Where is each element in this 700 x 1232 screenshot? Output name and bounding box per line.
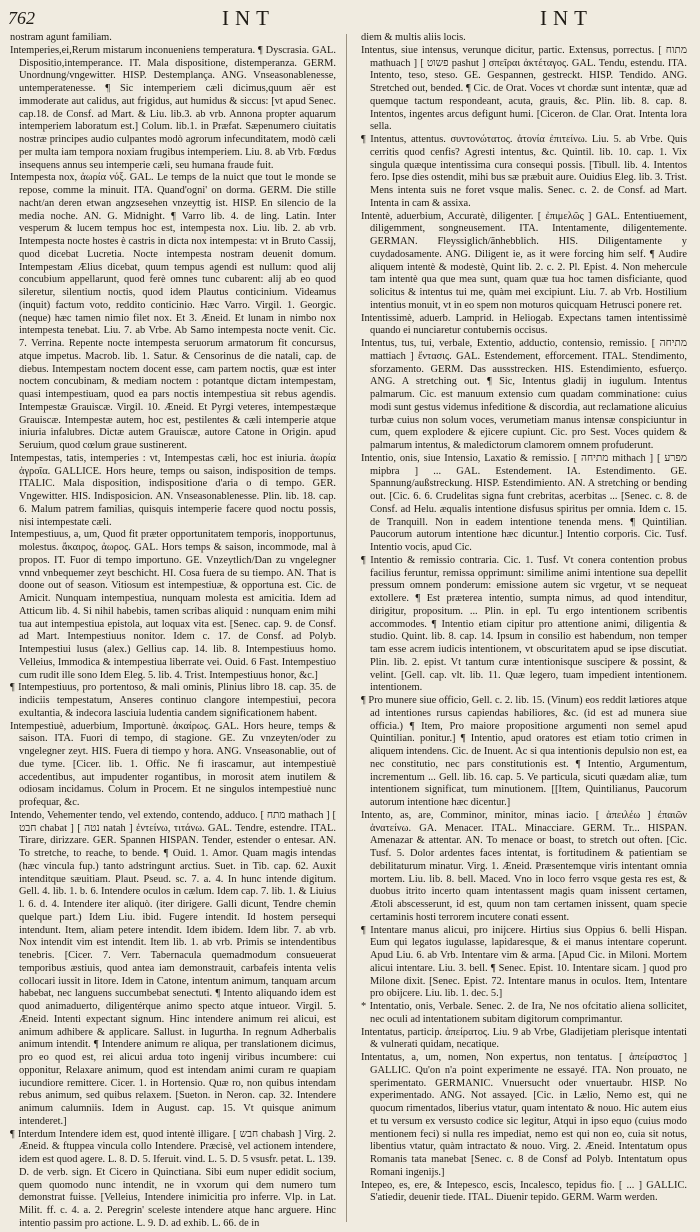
dictionary-entry: ¶ Intentus, attentus. συντονώτατος. ἀτονία ἐπιτείνω. Liu. 5. ab Vrbe. Quis cerritis quod cenfis? Agresti intentus, &c. Quintil. lib. 10. cap. 1. Vix singula quæque intentissima cura consequi possis. [Tibull. lib. 4. Intentos fero. Ipse dies ostendit, mihi bus sæ præbuit aure. Ouidius Eleg. lib. 3. Trist. Mens intenta suis ne foret vsque malis. Senec. c. 2. de Consf. ad Mart. Intenta in cam & assixa. (361, 134, 687, 209)
dictionary-entry: Intentissimè, aduerb. Lamprid. in Heliogab. Expectans tamen intentissimè quando ei nunciaretur contubernis occisus. (361, 312, 687, 337)
dictionary-entry: Intentatus, a, um, nomen, Non expertus, non tentatus. [ ἀπείραστος ] GALLIC. Qu'on n'a point experimente ne essayé. ITA. Non prouato, ne sperimentato. GERMANIC. Vnuersucht oder vnuertaubr. HISP. No experimentado. ANG. Not assayed. [Cic. in Lælio, Nemo est, qui ne quocum rimentados, liberius vtatur, quam intentato & nouo. Hic autem eius et tu versum ex versusto codice sic legitur, Atqui in ipso equo (cuius modo mentionem feci) si nulla res impediat, nemo est qui non eo, cuia sit notus, libentius vtatur, quàm intractato & nouo. Virg. 2. Æneid. Intentatum opus Romanis tata manebat [Senec. c. 8 de Consf ad Polyb. Intentatum opus Romani ingenijs.] (361, 1052, 687, 1178)
running-head-right: INT (540, 6, 593, 30)
dictionary-entry: ¶ Pro munere siue officio, Gell. c. 2. lib. 15. (Vinum) eos reddit lætiores atque ad intentiones rursus capiendas habiliores, &c. (id est ad munera siue officia.) ¶ Item, Pro maiore propositione argumenti non semel apud Quintilian. ponitur.] ¶ Intentio, apud oratores est etiam totio crimen in aliquem intendens. Cic. de Inuent. Ac si qua intentionis depulsio non est, ea nec constitutio, nec pars constitutionis est. ¶ Intentio, Argumentum, incrementum ... Gell. lib. 16. cap. 5. Ve particula, sicuti quædam aliæ, tum intentionem significat, tum minutionem. [[Item, Quintilianus, Paucorum autorum intentione hæc dicentur.] (361, 695, 687, 808)
dictionary-entry: Intento, as, are, Comminor, minitor, minas iacio. [ ἀπειλέω ] ἐπαιῶν ἀνατείνω. GA. Menacer. ITAL. Minacciare. GERM. Tr... HISPAN. Amenazar & attentar. AN. To menace or boast, to stretch out often. [Cic. Tusf. 5. Dolor ardentes faces intentat, is fortitudinem & patientiam se debilitaturum minatur. Virg. 1. Æneid. Præsentemque viris intentant omnia mortem. Liu. lib. 8. bell. Maced. Vno in loco ferro vsque gesta res est, & duobus itrito incerto quam intentassent magis quam inissent certamen, Ætoli abscesserunt, id est, quum non tam certamen inissent, quam specie certaminis hosti terrorem incutere conati essent. (361, 809, 687, 923)
left-column (10, 32, 336, 1229)
page-header (0, 6, 700, 32)
running-head-left: INT (222, 6, 275, 30)
right-column (361, 32, 687, 1222)
dictionary-entry: Intepeo, es, ere, & Intepesco, escis, Incalesco, tepidus fio. [ ... ] GALLIC. S'atiedir, deuenir tiede. ITAL. Diuenir tepido. GERM. Warm werden. (361, 1179, 687, 1204)
column-divider (346, 34, 347, 1222)
dictionary-entry: Intemperies,ei,Rerum mistarum inconueniens temperatura. ¶ Dyscrasia. GAL. Dispositio,intemperance. IT. Mala dispositione, distemperanza. GERM. Unordnung/vngewitter. HISP. Destemplança. ANG. Vnseasonablenesse, untemperatenesse. ¶ Sic intemperiem cæli dicimus,quum aër est immoderate aut calidus, aut frigidus, aut humidus & siccus: [vt apud Senec. cap.18. de Consf. ad Mart. & Liu. lib.3. ab vrb. Annona propter aquarum intemperiem laboratum est.] Colum. lib.1. in Præfat. Sæpenumero ciuitatis nostræ principes audio culpantes modò agrorum infecunditatem, modò cæli per multa iam tempora noxiam frugibus intemperiem. Liu. 8. ab Vrb. Fœdus insequens annus seu intemperie cæli, seu humana fraude fuit. (10, 44, 336, 171)
dictionary-entry: ¶ Interdum Intendere idem est, quod intentè illigare. [ חבש chabash ] Virg. 2. Æneid. & ftuppea vincula collo Intendere. Præcisè, vel actionem intendere, idem est quod agere. L. 8. D. 5. Iferuit. vind. L. 5. D. 5 vsusfr. petat. L. 139. D. de verb. sign. Et Cicero in Quinctiana. Sibi eum nuper edidit socium, quem quomodo nunc intendit, ne in vxorum qui dem numero tum demonstrat fuisse. [Velleius, Intendere inimicitia pro inferre. Vlp. in Lat. Milit. ff. c. 4. a. 2. Peregrin' sceleste intendere atque hanc arguere. Hinc intentio passim pro actione. L. 9. D. ad exhib. L. 66. de in (10, 1128, 336, 1229)
dictionary-entry: ¶ Intentare manus alicui, pro inijcere. Hirtius sius Oppius 6. belli Hispan. Eum qui legatos iugulasse, lapidaresque, & ei manus intentare coperunt. Apud Liu. 6. ab Vrb. Intentare vim & arma. [Apud Cic. in Miloni. Mortem alicui intentare. Liu. 3. bell. ¶ Senec. Epist. 10. Intentare sicam. ] quod pro Milone dixit. [Senec. Epist. 72. Intentare manus in oculos. Item, Intentare pro obijcere. Liu. lib. 1. dec. 5.] (361, 924, 687, 1000)
dictionary-entry: ¶ Intempestiuus, pro portentoso, & mali ominis, Plinius libro 18. cap. 35. de indiciis tempestatum, Anseres continuo clangore intempestiui, pecora exultantia, & indecora lasciuia ludentia candem significationem habent. (10, 682, 336, 719)
dictionary-entry: ¶ Intentio & remissio contraria. Cic. 1. Tusf. Vt conera contention probus facilius feruntur, remissa opprimunt: similime animi intentione sua depellit pressum omnem ponderum: emissione autem sic vrgetur, vt se nequeat extollere. ¶ Est præterea intentio, sumpta nimus, ad quod intenditur, dirigitur, propositum. ... Plin. in epl. Tu ergo intentionem scribentis accommodes. ¶ Intentio etiam cipitur pro attentione animi, diligentia & studio. Quint. lib. 8. cap. 14. Ipsum in consilio est habendum, non temper tam esse acrem iudicis intentionem, vt obscuritatem apud se ipse discutiat. Plin. lib. 2. epist. Vt tantum curæ intentionisque suscipere & possint, & velint. [Gell. cap. vlt. lib. 11. Quæ legero, tuam impedient intentionem. intentionem. (361, 554, 687, 694)
dictionary-entry: Intentè, aduerbium, Accuratè, diligenter. [ ἐπιμελῶς ] GAL. Ententiuement, diligemment, songneusement. ITA. Intentamente, diligentemente. GERMAN. Fleyssiglich/ãnhebblich. HIS. Diligentamente y cuydadosamente. ANG. Diligent ie, as it were forcing him self. ¶ Audire aliquem intentè & modestè, Quint lib. 2. c. 2. Pl. Epist. 4. Non mehercule tam intentè qua que mea sunt, quam quæ tua hoc tamen disficiante, quod solicitus & intentus tui me, quàm mei excipiunt. Liu. 7. ab Vrb. Hostilium intentius monuit, vt in eo spem non moturos quicquam Hetrusci ponere ret. (361, 210, 687, 311)
dictionary-entry: * Intentatio, onis, Verbale. Senec. 2. de Ira, Ne nos ofcitatio aliena sollicitet, nec oculi ad intentationem subitam digitorum comprimantur. (361, 1001, 687, 1025)
dictionary-entry: Intentus, siue intensus, verunque dicitur, partic. Extensus, porrectus. [ מתוח mathuach ] [ פשוט pashut ] σπεῖραι ἀκτέταγος. GAL. Tendu, estendu. ITA. Intento, teso, steso. GE. Gespannen, gestreckt. HISP. Tendido. ANG. Stretched out, bended. ¶ Cic. de Orat. Voces vt chordæ sunt intentæ, quæ ad quemque tactum respondeant, acuta, grauis, &c. Plin. lib. 8. cap. 8. Intentos, ingentes arcus defigunt humi. [Ciceron. de Clar. Orat. Intenta lora sella. (361, 44, 688, 133)
dictionary-entry: nostram agunt familiam. (10, 32, 112, 43)
dictionary-entry: Intentatus, particip. ἀπείρατος. Liu. 9 ab Vrbe, Gladijetiam plerisque intentati & vulnerati quidam, necatique. (361, 1026, 687, 1051)
dictionary-entry: Intempestiuè, aduerbium, Importunè. ἀκαίρως. GAL. Hors heure, temps & saison. ITA. Fuori di tempo, di stagione. GE. Zu vnzeyten/oder zu vngelegner zeyt. HIS. Fuera di tiempo y hora. ANG. Vnseasonablie, out of due tyme. [Cicer. lib. 1. Offic. Ne fi irascamur, aut intempestiuè accedentibus, aut impudenter rogantibus, in morosit atem inutilem & odiosam incidamus. Colum in Procem. Et ne singulos intempestiuè nunc profequar, &c. (10, 720, 336, 808)
dictionary-entry: Intendo, Vehementer tendo, vel extendo, contendo, adduco. [ מתח mathach ] [ חבט chabat ] [ נטה natah ] ἐντείνω, τιτάνω. GAL. Tendre, estendre. ITAL. Tirare, dirizzare. GER. Spannen HISPAN. Tender, estender o entesar. AN. To stretche, to reache, to bende. ¶ Ouid. 1. Amor. Quam magis intendas (hæc vincula fup.) tanto adstringunt arctius. Suet. in Tib. cap. 62. Auxit intenditque sæuitiam. Plaut. Pseud. sc. 7. a. 4. In hunc intende digitum. Gell. 4. lib. 1. b. 6. Intendere oculos in cælum. Idem cap. 7. lib. 1. & Liuius l. 6. d. 4. Intendere iter aliquò. (iter dirigere. Galli dicunt, Tendre chemin quelque part.) Idem Liu. ibid. Fugere intendit. Id hostem persequi intendunt. Item, aliam petere intendit. Idem ibidem. Idem libr. 7. ab vrb. Nox intendit vim est intendit. Item lib. 1. ab vrb. Primis se intendentibus tenebris. [Cicer. 7. Verr. Tabernacula quemadmodum consueuerat temporibus æstiuis, quod antea iam demonstrauit, carbafeis intenta velis collocari iussit in litore. Idem in Catone, intentum animum, tanquam arcum habebat, nec languens succumbebat senectuti. ¶ Intento aliquando idem est quod animaduerto, diligentérque animo specto atque intueor. Virgil. 5. Æneid. Intenti expectant signum. Hinc intendere animum rei alicui, est animum adhibere & applicare. Sallust. in Iugurtha. In regnum Adherbalis animum intendit. ¶ Intendere animum re aliqua, per translationem dicimus, pro eo quod est, rei alicui ardua toto ingenij viribus incumbere: cui opponitur, Relaxare animum, quod est intendam animi curam re quapiam iucundiore remittere. Cicer. 1. in Hortensio. Quæ ro, non quibus intendam rebus animum, sed quibus relaxem. [Sueton. in Neron. cap. 32. Intendere animum calumniis. Idem in August. cap. 15. Vt quisque animum intenderet.] (10, 809, 336, 1127)
dictionary-entry: Intempestiuus, a, um, Quod fit præter opportunitatem temporis, inopportunus, molestus. ἄκαιρος, ἀωρος. GAL. Hors temps & saison, incommode, mal à propos. IT. Fuor di tempo importuno. GE. Vnzeytlich/Dan zu vngelegner vnnd vnbequemer zeyt beschicht. HI. Cosa fuera de su tiempo. AN. That is doone out of season. Vitiosum est intempestiuæ, & opportuna est. Cic. de Amicit. Nunquam intempestiua, nunquam molesta est amicitia. Idem ad Atticum lib. 4. Si nihil habebis, tamen scribas aliquid : nunquam enim mihi tua aut intempestiua epistola, aut loquax vita est. [Senec. cap. 9. de Consf. ad Mart. Intempestiuus nonitor. Idem c. 17. de Consf. ad Polyb. Intempestiui lusus (alex.) Gellius cap. 14. lib. 8. Intempestiuus homo. Velleius, Immodica & intempestiua liberrate vei. Ouid. 6 Fast. Intempestiuo cum rudit ille sono Idem Eleg. 5. lib. 4. Trist. Intempestiuus honor, &c.] (10, 529, 336, 681)
dictionary-entry: Intempestas, tatis, intemperies : vt, Intempestas cæli, hoc est iniuria. ἀωρία ἀγροῖα. GALLICE. Hors heure, temps ou saison, indisposition de temps. ITALIC. Mala disposition, indispositione d'aria o di tempo. GER. Vngewitter. HIS. Indisposicion. AN. Vnseasonablenesse. Plin. lib. 18. cap. 6. Malum patrem familias, quisquis intemperie facere quod noctu possis, nisi intempestate cæli. (10, 452, 336, 528)
dictionary-entry: Intentus, tus, tui, verbale, Extentio, adductio, contensio, remissio. [ מתיחה mattiach ] ἔντασις. GAL. Estendement, efforcement. ITAL. Stendimento, sforzamento. GERM. Das aussstrecken. HIS. Estendimiento, esfuerço. ANG. A stretching out. ¶ Sic, Intentus gladij in iugulum. Intentus palmarum. Cic. est manuum extensio cum quadam comminatione: cuius modi sunt gestus videmus infeditione & discordia, aut reclamatione alicuius turbæ cuius non solum voces, verumetiam manus intensæ conspiciuntur in cum, quem explodere & ejicere cupiunt. Cic. pro Sest. Voces quidem & palmarum intentus, & maledictorum clamorem omnem profuderunt. (361, 338, 687, 451)
dictionary-entry: Intentio, onis, siue Intensio, Laxatio & remissio. [ מתיחה mithach ] [ מפרע mipbra ] ... GAL. Estendement. IA. Estendimento. GE. Spannung/außstreckung. HISP. Estendimiento. AN. A stretching or bending out. [Cic. 6. 6. Crudelitas signa funt crebritas, acerbitas ... [Senec. c. 8. de Consf. ad Helu. æqualis intentione disfusus spiritus per omnia. Idem c. 15. de Tranquill. Non in eadem intentione tenenda mens. ¶ Quintilian. Paucorum autorum intentione hæc dicuntur.] Intentio corporis. Cic. Tusf. Intentio vocis, apud Cic. (361, 452, 687, 553)
dictionary-entry: Intempesta nox, ἀωρία νύξ. GAL. Le temps de la nuict que tout le monde se repose, comme la minuit. ITA. Quand'ogni' on dorma. GERM. Die stille nacht/an deren etwan angzsesehen vnzeyttig ist. HISP. En silencio de la media noche. AN. G. Midnight. ¶ Varro lib. 4. de ling. Latin. Inter vesperum & lucem tempus hoc est, intempesta nox. Liu. lib. 2. ab vrb. Intempesta nocte hostes è castris in dicta nox intempesta: vt in Bruto Cassij, quod dicebat Lucretia. Nocte intempesta nostram deuenit domum. Intempestam Ælius dicebat, quum tempus agendi est nullum: quod alij concubium appellarunt, quod ferè omnes tunc cubarent: alij ab eo quod sileretur, silentium noctis, quod idem Plautus conticinium. Videamus (inquit) factum voto, reddito conticinio. Hæc Varro. Virgil. 1. Georgic. (neque) hæc tamen nimio filet nox. Et 3. Æneid. Et lunam in nimbo nox intempesta tenebat. Liu. 7. ab Vrbe. Ab Samo intempesta nocte venit. Cic. 7. Verrina. Repente nocte intempesta seruorum armatorum fit concursus, atque impetus. Macrob. lib. 1. Satur. & Censorinus de die natali, cap. de diebus. Intempestam noctem docent esse, cam partem noctis, quæ est inter noctem concubinam, & mediam noctem : potantque dictam intempestam, quasi intempestiuam, quod ea pars noctis intempestiua sit rebus agendis. Intempestæ Grauiscæ. Virgil. 10. Æneid. Et Pyrgi veteres, intempestæque Grauiscæ. Intempestæ autem, hoc est, pestilentes & cæli intemperie atque iniuria infalubres. Dictæ autem Grauiscæ, autore Catone in Origin. apud Seruium, quod cœlum graue sustinerent. (10, 172, 336, 451)
page-number: 762 (8, 8, 35, 28)
dictionary-entry: diem & multis aliis locis. (361, 32, 466, 43)
